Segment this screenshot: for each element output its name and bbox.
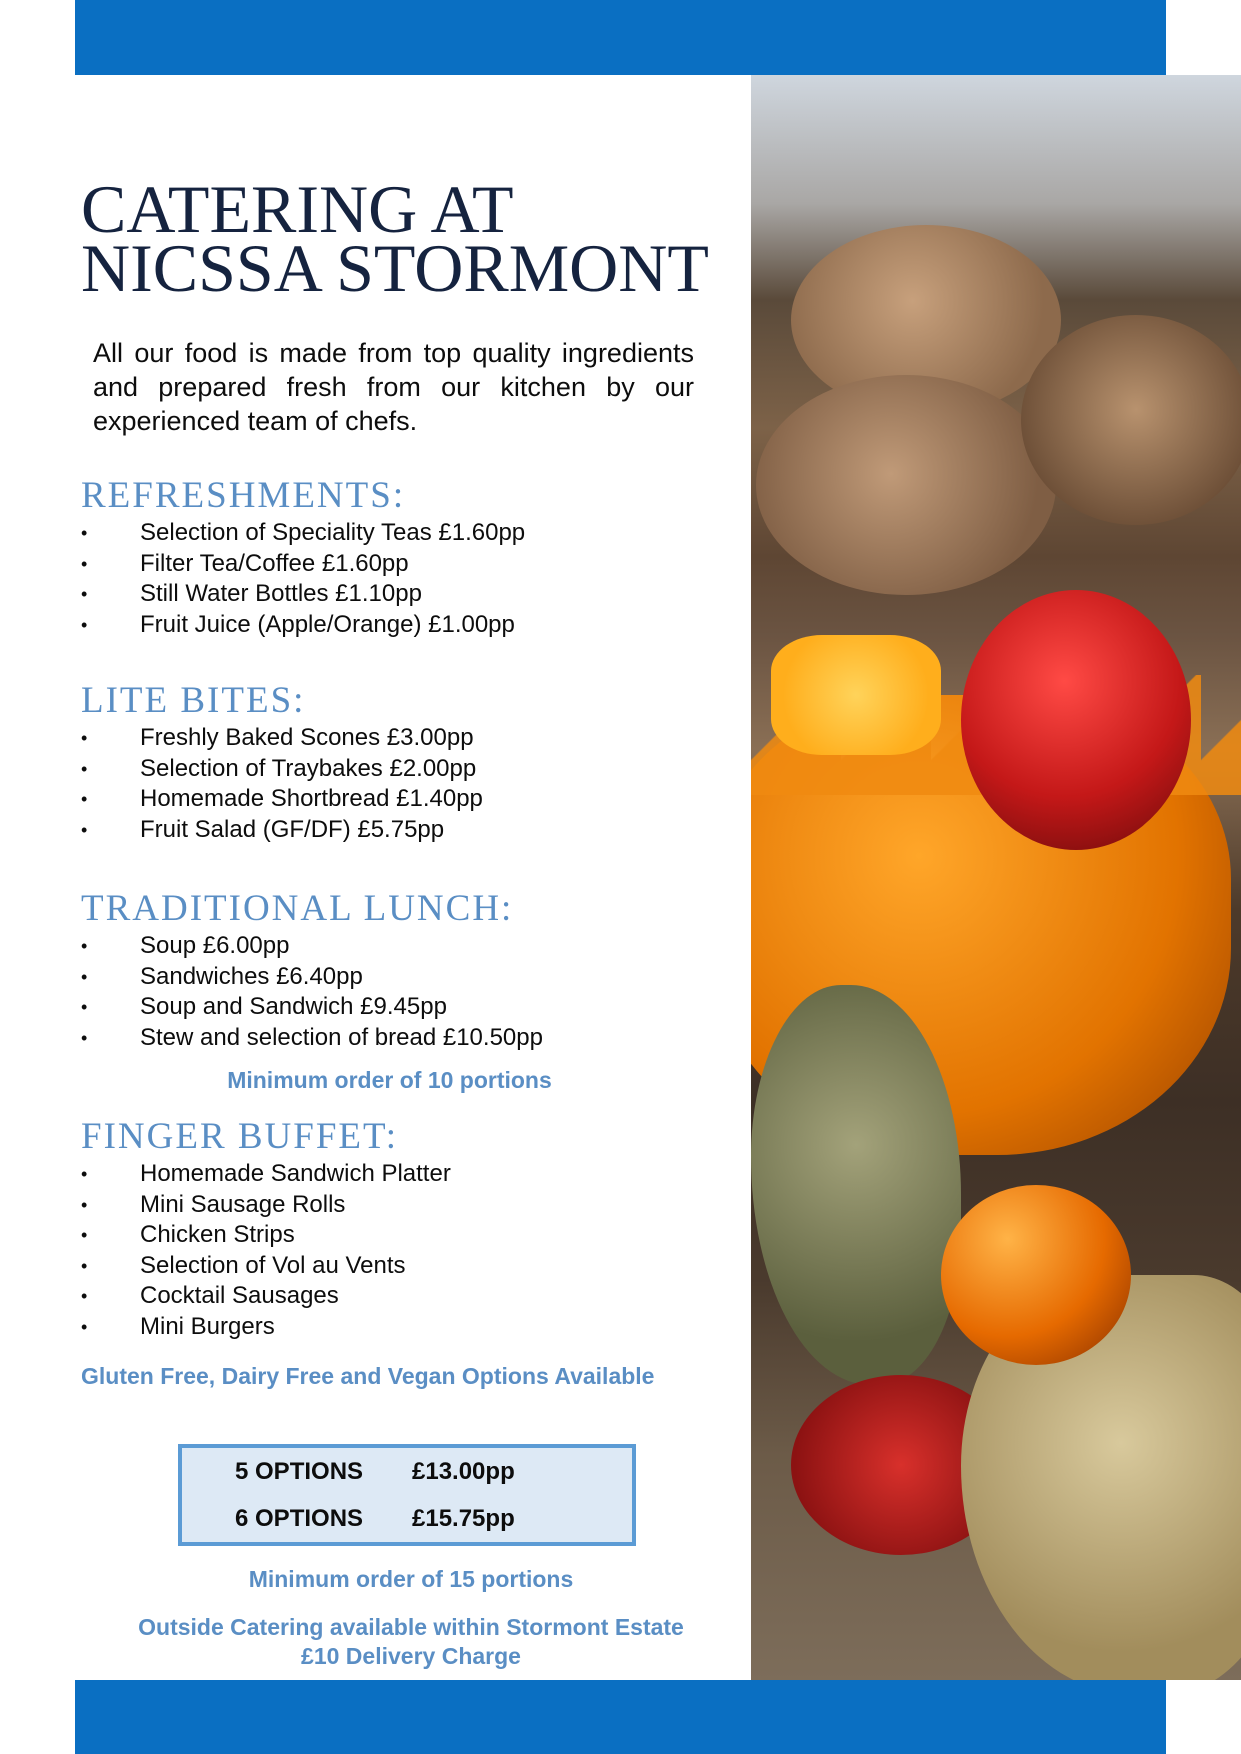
finger-buffet-list <box>81 1159 741 1342</box>
refreshments-list <box>81 518 741 640</box>
outside-catering-note <box>81 1613 741 1671</box>
list-item: • Homemade Shortbread £1.40pp <box>81 784 741 815</box>
strawberry-image <box>961 590 1191 850</box>
delivery-charge-line: £10 Delivery Charge <box>301 1643 521 1669</box>
list-item: • Cocktail Sausages <box>81 1281 741 1312</box>
refreshments-heading: REFRESHMENTS: <box>81 475 406 516</box>
top-banner <box>75 0 1166 75</box>
refreshments-section <box>81 474 741 640</box>
list-item: • Selection of Speciality Teas £1.60pp <box>81 518 741 549</box>
buffet-price-table <box>178 1444 636 1546</box>
list-item: • Freshly Baked Scones £3.00pp <box>81 723 741 754</box>
title-line-2: NICSSA STORMONT <box>81 230 709 306</box>
traditional-lunch-list <box>81 931 741 1053</box>
physalis-berry-image <box>941 1185 1131 1365</box>
option-price: £13.00pp <box>412 1457 515 1485</box>
lunch-minimum-note: Minimum order of 10 portions <box>227 1067 552 1093</box>
bottom-banner <box>75 1680 1166 1754</box>
page-title <box>81 171 709 306</box>
outside-catering-line: Outside Catering available within Stormont Estate <box>138 1614 684 1640</box>
list-item: • Selection of Traybakes £2.00pp <box>81 754 741 785</box>
list-item: • Fruit Salad (GF/DF) £5.75pp <box>81 815 741 846</box>
list-item: • Mini Burgers <box>81 1312 741 1343</box>
option-count: 6 OPTIONS <box>235 1504 364 1532</box>
list-item: • Soup £6.00pp <box>81 931 741 962</box>
list-item: • Homemade Sandwich Platter <box>81 1159 741 1190</box>
finger-buffet-heading: FINGER BUFFET: <box>81 1116 399 1157</box>
orange-slice-image <box>771 635 941 755</box>
intro-paragraph: All our food is made from top quality ingredients and prepared fresh from our kitchen by our experienced team of chefs. <box>93 338 694 436</box>
traditional-lunch-section <box>81 887 741 1053</box>
list-item: • Fruit Juice (Apple/Orange) £1.00pp <box>81 610 741 641</box>
lite-bites-heading: LITE BITES: <box>81 680 306 721</box>
list-item: • Still Water Bottles £1.10pp <box>81 579 741 610</box>
option-price: £15.75pp <box>412 1504 515 1532</box>
buffet-minimum-note: Minimum order of 15 portions <box>248 1566 574 1592</box>
price-row <box>182 1495 632 1542</box>
scone-image <box>756 375 1056 595</box>
list-item: • Sandwiches £6.40pp <box>81 962 741 993</box>
lite-bites-list <box>81 723 741 845</box>
list-item: • Soup and Sandwich £9.45pp <box>81 992 741 1023</box>
option-count: 5 OPTIONS <box>235 1457 364 1485</box>
lite-bites-section <box>81 679 741 845</box>
price-row <box>182 1448 632 1495</box>
list-item: • Filter Tea/Coffee £1.60pp <box>81 549 741 580</box>
scone-image <box>1021 315 1241 525</box>
finger-buffet-section <box>81 1115 741 1342</box>
list-item: • Selection of Vol au Vents <box>81 1251 741 1282</box>
dietary-options-note: Gluten Free, Dairy Free and Vegan Options Available <box>81 1363 655 1389</box>
traditional-lunch-heading: TRADITIONAL LUNCH: <box>81 888 514 929</box>
list-item: • Stew and selection of bread £10.50pp <box>81 1023 741 1054</box>
list-item: • Chicken Strips <box>81 1220 741 1251</box>
title-line-1: CATERING AT <box>81 171 514 247</box>
food-photo <box>751 75 1241 1680</box>
list-item: • Mini Sausage Rolls <box>81 1190 741 1221</box>
